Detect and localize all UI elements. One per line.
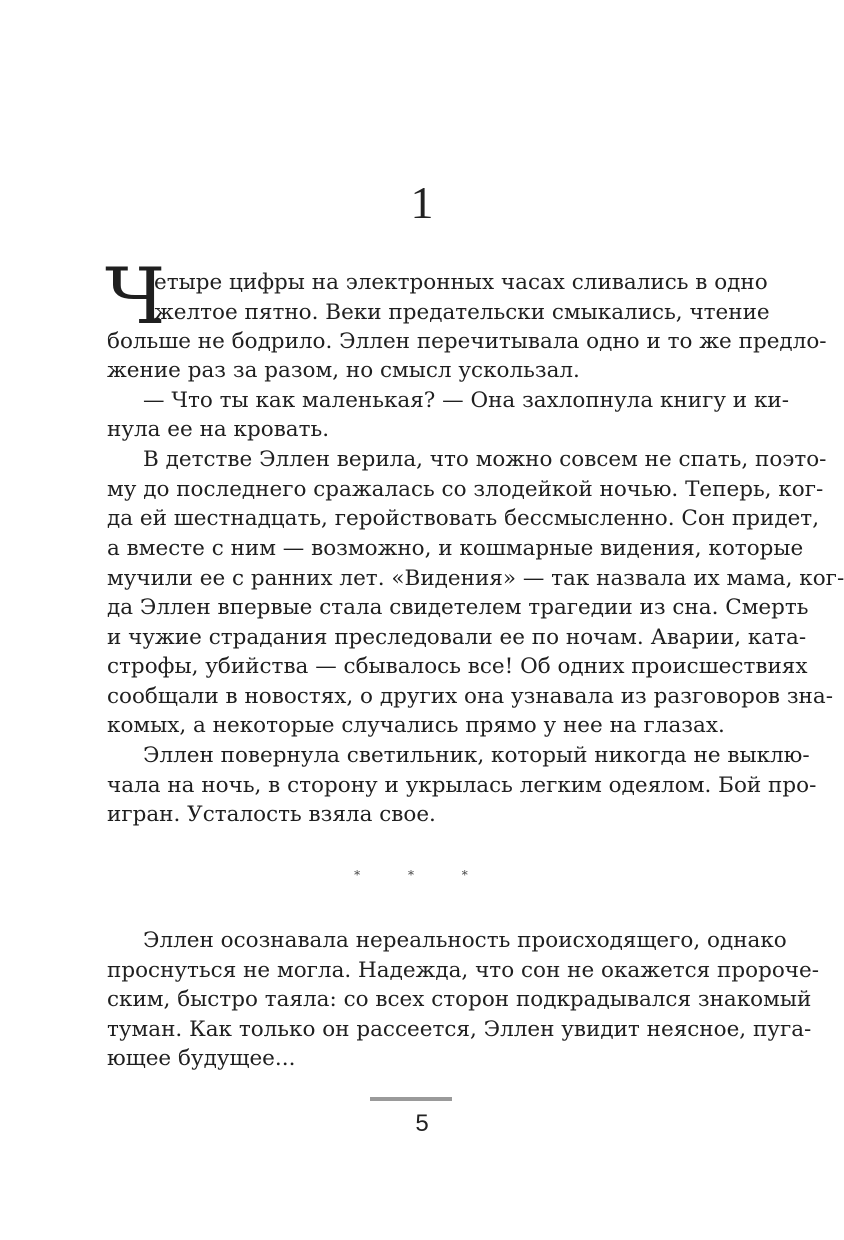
text-line: а вместе с ним — возможно, и кошмарные видения, которые <box>107 536 804 561</box>
text-line: сообщали в новостях, о других она узнавала из разговоров зна- <box>107 684 833 709</box>
text-line: ющее будущее... <box>107 1046 296 1071</box>
text-line: мучили ее с ранних лет. «Видения» — так назвала их мама, ког- <box>107 566 844 591</box>
drop-cap: Ч <box>105 252 166 342</box>
text-line: да ей шестнадцать, геройствовать бессмысленно. Сон придет, <box>107 506 820 531</box>
text-line: В детстве Эллен верила, что можно совсем не спать, поэто- <box>143 447 827 472</box>
text-line: да Эллен впервые стала свидетелем трагедии из сна. Смерть <box>107 595 809 620</box>
footer-rule <box>370 1097 452 1101</box>
text-line: жение раз за разом, но смысл ускользал. <box>107 358 580 383</box>
text-line: ским, быстро таяла: со всех сторон подкрадывался знакомый <box>107 987 812 1012</box>
text-line: му до последнего сражалась со злодейкой ночью. Теперь, ког- <box>107 477 824 502</box>
text-line: туман. Как только он рассеется, Эллен увидит неясное, пуга- <box>107 1017 812 1042</box>
scene-separator: * * * <box>354 868 490 882</box>
page-number: 5 <box>415 1110 429 1137</box>
text-line: чала на ночь, в сторону и укрылась легким одеялом. Бой про- <box>107 773 817 798</box>
text-line: желтое пятно. Веки предательски смыкались, чтение <box>154 300 770 325</box>
text-line: нула ее на кровать. <box>107 417 330 442</box>
text-line: Эллен осознавала нереальность происходящего, однако <box>143 928 787 953</box>
text-line: проснуться не могла. Надежда, что сон не окажется пророче- <box>107 958 819 983</box>
text-line: Эллен повернула светильник, который никогда не выклю- <box>143 743 810 768</box>
chapter-number: 1 <box>410 177 434 228</box>
text-line: больше не бодрило. Эллен перечитывала одно и то же предло- <box>107 329 827 354</box>
text-line: игран. Усталость взяла свое. <box>107 802 436 827</box>
text-line: и чужие страдания преследовали ее по ночам. Аварии, ката- <box>107 625 807 650</box>
text-line: — Что ты как маленькая? — Она захлопнула книгу и ки- <box>143 388 790 413</box>
text-line: комых, а некоторые случались прямо у нее на глазах. <box>107 713 725 738</box>
text-line: строфы, убийства — сбывалось все! Об одних происшествиях <box>107 654 808 679</box>
text-line: етыре цифры на электронных часах сливались в одно <box>154 270 768 295</box>
